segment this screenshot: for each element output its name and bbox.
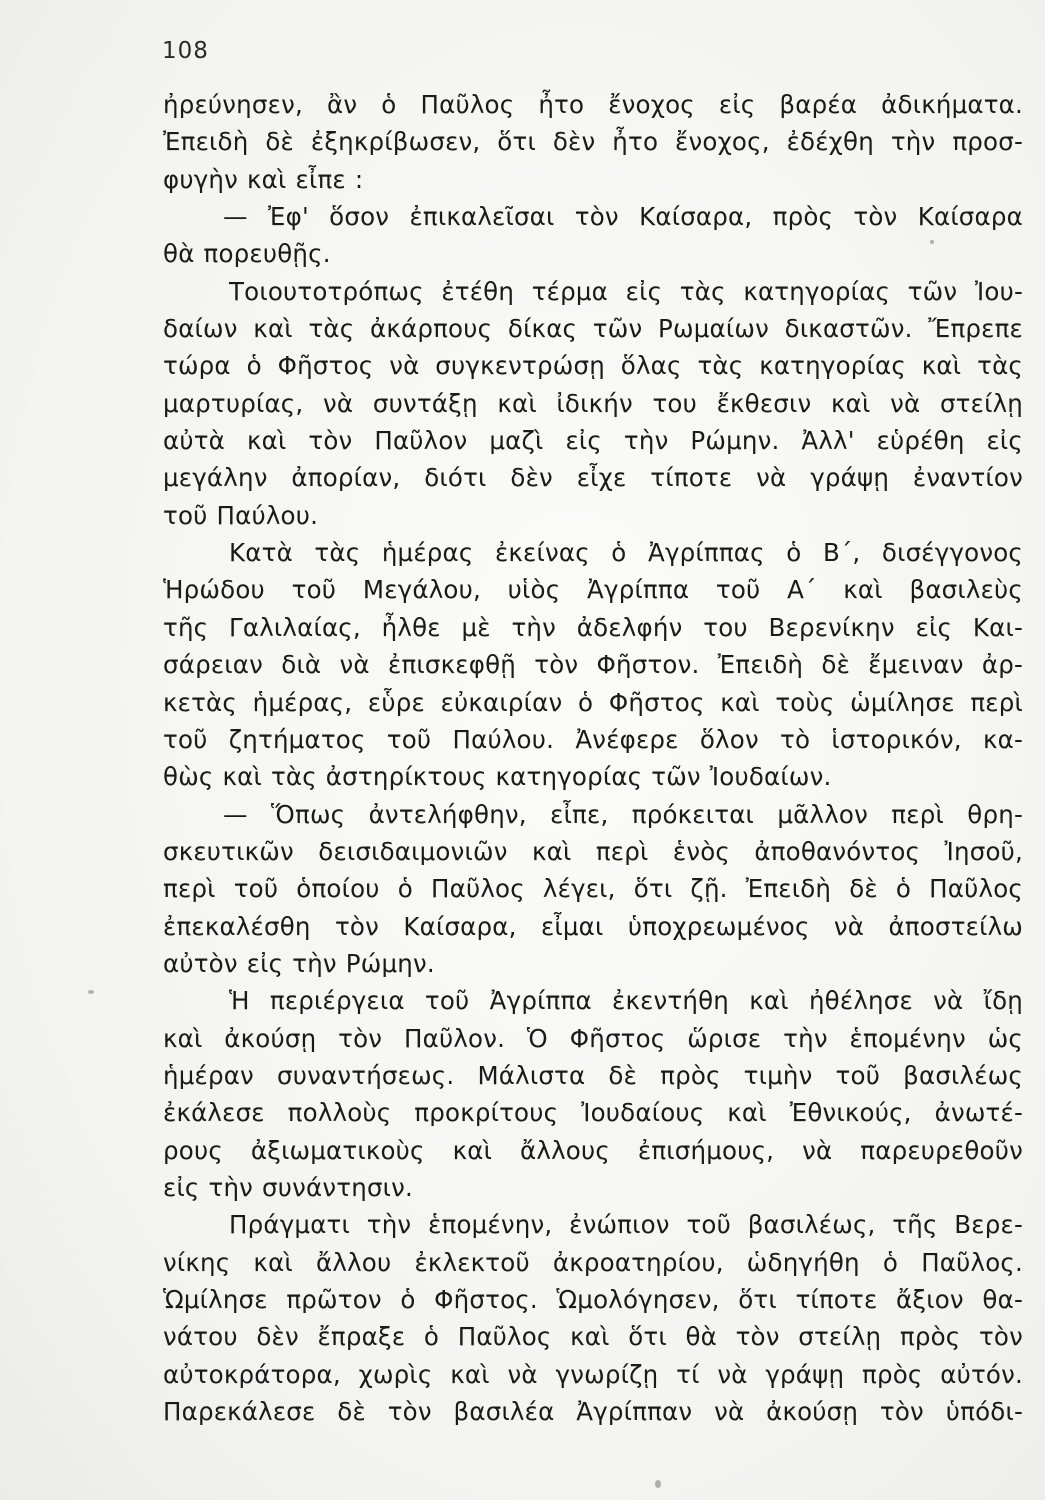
- text-line: ἐπεκαλέσθη τὸν Καίσαρα, εἶμαι ὑποχρεωμένος νὰ ἀποστείλω: [163, 911, 1023, 941]
- text-line: νάτου δὲν ἔπραξε ὁ Παῦλος καὶ ὅτι θὰ τὸν στείλῃ πρὸς τὸν: [163, 1322, 1023, 1352]
- text-line: Πράγματι τὴν ἑπομένην, ἐνώπιον τοῦ βασιλέως, τῆς Βερε-: [229, 1210, 1023, 1240]
- print-speck: [930, 240, 934, 244]
- text-line: Τοιουτοτρόπως ἐτέθη τέρμα εἰς τὰς κατηγορίας τῶν Ἰου-: [229, 276, 1023, 306]
- text-line: τώρα ὁ Φῆστος νὰ συγκεντρώσῃ ὅλας τὰς κατηγορίας καὶ τὰς: [163, 351, 1023, 381]
- text-line: καὶ ἀκούσῃ τὸν Παῦλον. Ὁ Φῆστος ὥρισε τὴν ἑπομένην ὡς: [163, 1023, 1023, 1053]
- print-speck: [88, 990, 94, 994]
- text-line: μαρτυρίας, νὰ συντάξῃ καὶ ἰδικήν του ἔκθεσιν καὶ νὰ στείλῃ: [163, 388, 1023, 418]
- text-line: Ἐπειδὴ δὲ ἐξηκρίβωσεν, ὅτι δὲν ἦτο ἔνοχος, ἐδέχθη τὴν προσ-: [163, 127, 1023, 157]
- text-line: σάρειαν διὰ νὰ ἐπισκεφθῇ τὸν Φῆστον. Ἐπειδὴ δὲ ἔμειναν ἀρ-: [163, 650, 1023, 680]
- text-line: Ὡμίλησε πρῶτον ὁ Φῆστος. Ὡμολόγησεν, ὅτι τίποτε ἄξιον θα-: [163, 1285, 1023, 1314]
- text-line: Κατὰ τὰς ἡμέρας ἐκείνας ὁ Ἀγρίππας ὁ Β΄, δισέγγονος: [229, 538, 1023, 568]
- text-line: περὶ τοῦ ὁποίου ὁ Παῦλος λέγει, ὅτι ζῇ. Ἐπειδὴ δὲ ὁ Παῦλος: [163, 874, 1023, 904]
- text-line: ἠρεύνησεν, ἂν ὁ Παῦλος ἦτο ἔνοχος εἰς βαρέα ἀδικήματα.: [163, 90, 1023, 119]
- print-speck: [655, 1480, 661, 1488]
- page-number: 108: [162, 38, 209, 64]
- text-line: τοῦ Παύλου.: [163, 500, 319, 530]
- text-line: ἐκάλεσε πολλοὺς προκρίτους Ἰουδαίους καὶ Ἐθνικούς, ἀνωτέ-: [163, 1098, 1023, 1128]
- text-line: Ἡρώδου τοῦ Μεγάλου, υἱὸς Ἀγρίππα τοῦ Α΄ καὶ βασιλεὺς: [163, 575, 1023, 605]
- text-line: φυγὴν καὶ εἶπε :: [163, 164, 364, 194]
- text-line: τοῦ ζητήματος τοῦ Παύλου. Ἀνέφερε ὅλον τὸ ἱστορικόν, κα-: [163, 724, 1023, 754]
- text-line: κετὰς ἡμέρας, εὗρε εὐκαιρίαν ὁ Φῆστος καὶ τοὺς ὡμίλησε περὶ: [163, 687, 1023, 717]
- text-line: σκευτικῶν δεισιδαιμονιῶν καὶ περὶ ἑνὸς ἀποθανόντος Ἰησοῦ,: [163, 836, 1023, 866]
- text-line: νίκης καὶ ἄλλου ἐκλεκτοῦ ἀκροατηρίου, ὡδηγήθη ὁ Παῦλος.: [163, 1247, 1023, 1277]
- text-line: εἰς τὴν συνάντησιν.: [163, 1172, 414, 1202]
- text-line: θὼς καὶ τὰς ἀστηρίκτους κατηγορίας τῶν Ἰουδαίων.: [163, 762, 832, 792]
- text-line: ρους ἀξιωματικοὺς καὶ ἄλλους ἐπισήμους, νὰ παρευρεθοῦν: [163, 1135, 1023, 1165]
- text-line: — Ὅπως ἀντελήφθην, εἶπε, πρόκειται μᾶλλον περὶ θρη-: [223, 799, 1023, 829]
- text-line: ἡμέραν συναντήσεως. Μάλιστα δὲ πρὸς τιμὴν τοῦ βασιλέως: [163, 1060, 1023, 1090]
- text-line: — Ἐφ' ὅσον ἐπικαλεῖσαι τὸν Καίσαρα, πρὸς τὸν Καίσαρα: [223, 202, 1023, 232]
- text-line: Ἡ περιέργεια τοῦ Ἀγρίππα ἐκεντήθη καὶ ἠθέλησε νὰ ἴδῃ: [229, 986, 1023, 1016]
- text-line: αὐτοκράτορα, χωρὶς καὶ νὰ γνωρίζῃ τί νὰ γράψῃ πρὸς αὐτόν.: [163, 1359, 1023, 1389]
- text-line: δαίων καὶ τὰς ἀκάρπους δίκας τῶν Ρωμαίων δικαστῶν. Ἔπρεπε: [163, 314, 1023, 344]
- text-line: μεγάλην ἀπορίαν, διότι δὲν εἶχε τίποτε νὰ γράψῃ ἐναντίον: [163, 463, 1023, 493]
- text-line: τῆς Γαλιλαίας, ἦλθε μὲ τὴν ἀδελφήν του Βερενίκην εἰς Και-: [163, 612, 1023, 642]
- text-line: θὰ πορευθῇς.: [163, 239, 331, 269]
- body-text: [163, 86, 1023, 1430]
- text-line: αὐτὰ καὶ τὸν Παῦλον μαζὶ εἰς τὴν Ρώμην. Ἀλλ' εὑρέθη εἰς: [163, 426, 1023, 456]
- text-line: Παρεκάλεσε δὲ τὸν βασιλέα Ἀγρίππαν νὰ ἀκούσῃ τὸν ὑπόδι-: [163, 1397, 1023, 1427]
- text-line: αὐτὸν εἰς τὴν Ρώμην.: [163, 948, 435, 978]
